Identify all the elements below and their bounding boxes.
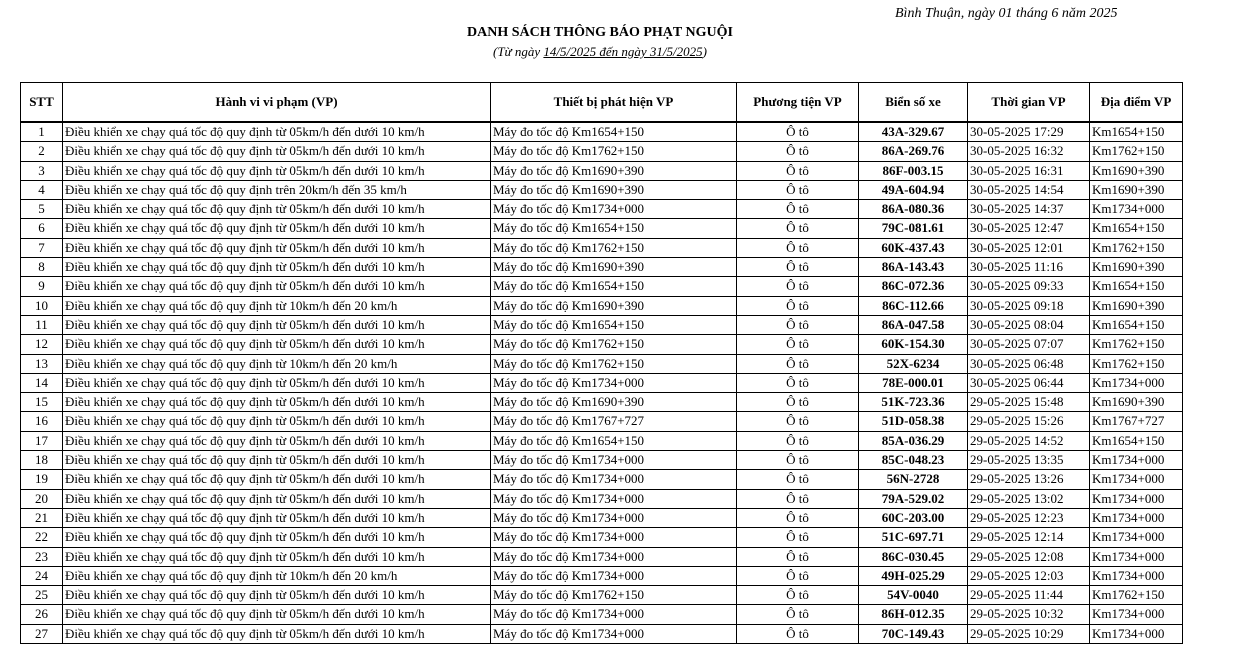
cell-location: Km1762+150 — [1090, 142, 1183, 161]
cell-stt: 21 — [21, 508, 63, 527]
cell-vehicle-type: Ô tô — [737, 258, 859, 277]
cell-location: Km1690+390 — [1090, 161, 1183, 180]
table-row — [21, 258, 1183, 277]
cell-violation: Điều khiển xe chạy quá tốc độ quy định từ 05km/h đến dưới 10 km/h — [63, 238, 491, 257]
cell-device: Máy đo tốc độ Km1734+000 — [491, 605, 737, 624]
table-row — [21, 605, 1183, 624]
column-header-time: Thời gian VP — [968, 83, 1090, 123]
cell-time: 30-05-2025 16:32 — [968, 142, 1090, 161]
cell-time: 29-05-2025 12:23 — [968, 508, 1090, 527]
cell-device: Máy đo tốc độ Km1734+000 — [491, 200, 737, 219]
cell-violation: Điều khiển xe chạy quá tốc độ quy định từ 05km/h đến dưới 10 km/h — [63, 393, 491, 412]
cell-stt: 20 — [21, 489, 63, 508]
cell-vehicle-type: Ô tô — [737, 489, 859, 508]
cell-time: 30-05-2025 16:31 — [968, 161, 1090, 180]
cell-violation: Điều khiển xe chạy quá tốc độ quy định từ 05km/h đến dưới 10 km/h — [63, 315, 491, 334]
table-row — [21, 470, 1183, 489]
cell-stt: 22 — [21, 528, 63, 547]
table-row — [21, 431, 1183, 450]
cell-time: 30-05-2025 09:18 — [968, 296, 1090, 315]
table-row — [21, 180, 1183, 199]
cell-plate: 86A-047.58 — [859, 315, 968, 334]
cell-device: Máy đo tốc độ Km1654+150 — [491, 315, 737, 334]
cell-device: Máy đo tốc độ Km1734+000 — [491, 451, 737, 470]
cell-vehicle-type: Ô tô — [737, 508, 859, 527]
cell-plate: 52X-6234 — [859, 354, 968, 373]
cell-device: Máy đo tốc độ Km1734+000 — [491, 489, 737, 508]
table-row — [21, 219, 1183, 238]
cell-plate: 86C-112.66 — [859, 296, 968, 315]
cell-violation: Điều khiển xe chạy quá tốc độ quy định từ 05km/h đến dưới 10 km/h — [63, 412, 491, 431]
cell-vehicle-type: Ô tô — [737, 315, 859, 334]
table-row — [21, 238, 1183, 257]
cell-time: 29-05-2025 13:35 — [968, 451, 1090, 470]
cell-location: Km1734+000 — [1090, 373, 1183, 392]
cell-stt: 27 — [21, 624, 63, 643]
cell-location: Km1654+150 — [1090, 219, 1183, 238]
table-header-row — [21, 83, 1183, 123]
cell-stt: 9 — [21, 277, 63, 296]
cell-device: Máy đo tốc độ Km1690+390 — [491, 258, 737, 277]
cell-stt: 3 — [21, 161, 63, 180]
cell-plate: 51K-723.36 — [859, 393, 968, 412]
cell-plate: 86F-003.15 — [859, 161, 968, 180]
cell-time: 30-05-2025 12:47 — [968, 219, 1090, 238]
cell-stt: 13 — [21, 354, 63, 373]
cell-stt: 14 — [21, 373, 63, 392]
cell-plate: 70C-149.43 — [859, 624, 968, 643]
cell-vehicle-type: Ô tô — [737, 296, 859, 315]
column-header-device: Thiết bị phát hiện VP — [491, 83, 737, 123]
column-header-vehicle-type: Phương tiện VP — [737, 83, 859, 123]
cell-stt: 18 — [21, 451, 63, 470]
cell-violation: Điều khiển xe chạy quá tốc độ quy định từ 05km/h đến dưới 10 km/h — [63, 142, 491, 161]
document-title: DANH SÁCH THÔNG BÁO PHẠT NGUỘI — [467, 25, 733, 40]
cell-plate: 86C-072.36 — [859, 277, 968, 296]
cell-stt: 24 — [21, 566, 63, 585]
cell-device: Máy đo tốc độ Km1690+390 — [491, 393, 737, 412]
cell-time: 30-05-2025 06:44 — [968, 373, 1090, 392]
cell-plate: 56N-2728 — [859, 470, 968, 489]
cell-time: 30-05-2025 14:54 — [968, 180, 1090, 199]
table-row — [21, 547, 1183, 566]
cell-device: Máy đo tốc độ Km1734+000 — [491, 373, 737, 392]
column-header-stt: STT — [21, 83, 63, 123]
cell-stt: 23 — [21, 547, 63, 566]
cell-vehicle-type: Ô tô — [737, 200, 859, 219]
cell-violation: Điều khiển xe chạy quá tốc độ quy định từ 05km/h đến dưới 10 km/h — [63, 586, 491, 605]
cell-violation: Điều khiển xe chạy quá tốc độ quy định từ 05km/h đến dưới 10 km/h — [63, 161, 491, 180]
cell-plate: 86H-012.35 — [859, 605, 968, 624]
cell-violation: Điều khiển xe chạy quá tốc độ quy định từ 10km/h đến 20 km/h — [63, 354, 491, 373]
cell-violation: Điều khiển xe chạy quá tốc độ quy định từ 05km/h đến dưới 10 km/h — [63, 258, 491, 277]
cell-vehicle-type: Ô tô — [737, 605, 859, 624]
cell-stt: 8 — [21, 258, 63, 277]
cell-vehicle-type: Ô tô — [737, 142, 859, 161]
cell-device: Máy đo tốc độ Km1762+150 — [491, 142, 737, 161]
cell-violation: Điều khiển xe chạy quá tốc độ quy định từ 05km/h đến dưới 10 km/h — [63, 489, 491, 508]
column-header-plate: Biển số xe — [859, 83, 968, 123]
cell-plate: 79A-529.02 — [859, 489, 968, 508]
cell-device: Máy đo tốc độ Km1690+390 — [491, 296, 737, 315]
cell-vehicle-type: Ô tô — [737, 547, 859, 566]
cell-plate: 85A-036.29 — [859, 431, 968, 450]
cell-location: Km1734+000 — [1090, 605, 1183, 624]
cell-time: 30-05-2025 17:29 — [968, 122, 1090, 142]
cell-stt: 1 — [21, 122, 63, 142]
cell-plate: 43A-329.67 — [859, 122, 968, 142]
cell-location: Km1734+000 — [1090, 547, 1183, 566]
cell-vehicle-type: Ô tô — [737, 412, 859, 431]
cell-stt: 12 — [21, 335, 63, 354]
cell-plate: 79C-081.61 — [859, 219, 968, 238]
cell-location: Km1734+000 — [1090, 566, 1183, 585]
cell-plate: 49A-604.94 — [859, 180, 968, 199]
cell-device: Máy đo tốc độ Km1734+000 — [491, 566, 737, 585]
cell-violation: Điều khiển xe chạy quá tốc độ quy định từ 05km/h đến dưới 10 km/h — [63, 508, 491, 527]
cell-time: 29-05-2025 10:29 — [968, 624, 1090, 643]
cell-location: Km1690+390 — [1090, 180, 1183, 199]
cell-plate: 86A-080.36 — [859, 200, 968, 219]
cell-vehicle-type: Ô tô — [737, 277, 859, 296]
cell-vehicle-type: Ô tô — [737, 354, 859, 373]
cell-stt: 10 — [21, 296, 63, 315]
cell-violation: Điều khiển xe chạy quá tốc độ quy định từ 05km/h đến dưới 10 km/h — [63, 605, 491, 624]
column-header-location: Địa điểm VP — [1090, 83, 1183, 123]
cell-stt: 2 — [21, 142, 63, 161]
cell-plate: 49H-025.29 — [859, 566, 968, 585]
cell-violation: Điều khiển xe chạy quá tốc độ quy định từ 05km/h đến dưới 10 km/h — [63, 451, 491, 470]
subtitle-prefix: (Từ ngày — [492, 44, 544, 59]
cell-device: Máy đo tốc độ Km1654+150 — [491, 277, 737, 296]
cell-location: Km1762+150 — [1090, 335, 1183, 354]
table-row — [21, 528, 1183, 547]
cell-location: Km1654+150 — [1090, 277, 1183, 296]
table-row — [21, 277, 1183, 296]
cell-stt: 6 — [21, 219, 63, 238]
cell-device: Máy đo tốc độ Km1734+000 — [491, 470, 737, 489]
cell-vehicle-type: Ô tô — [737, 566, 859, 585]
cell-stt: 19 — [21, 470, 63, 489]
cell-plate: 60C-203.00 — [859, 508, 968, 527]
cell-plate: 60K-437.43 — [859, 238, 968, 257]
table-row — [21, 508, 1183, 527]
cell-location: Km1690+390 — [1090, 296, 1183, 315]
cell-time: 29-05-2025 12:14 — [968, 528, 1090, 547]
cell-device: Máy đo tốc độ Km1734+000 — [491, 528, 737, 547]
cell-stt: 15 — [21, 393, 63, 412]
cell-vehicle-type: Ô tô — [737, 180, 859, 199]
cell-vehicle-type: Ô tô — [737, 122, 859, 142]
cell-violation: Điều khiển xe chạy quá tốc độ quy định từ 05km/h đến dưới 10 km/h — [63, 122, 491, 142]
cell-stt: 5 — [21, 200, 63, 219]
cell-location: Km1734+000 — [1090, 508, 1183, 527]
table-row — [21, 566, 1183, 585]
cell-time: 29-05-2025 15:26 — [968, 412, 1090, 431]
cell-location: Km1654+150 — [1090, 122, 1183, 142]
cell-vehicle-type: Ô tô — [737, 528, 859, 547]
violation-table — [20, 82, 1183, 644]
subtitle-suffix: ) — [702, 44, 707, 59]
cell-vehicle-type: Ô tô — [737, 373, 859, 392]
cell-violation: Điều khiển xe chạy quá tốc độ quy định từ 05km/h đến dưới 10 km/h — [63, 431, 491, 450]
cell-stt: 26 — [21, 605, 63, 624]
cell-plate: 86C-030.45 — [859, 547, 968, 566]
cell-violation: Điều khiển xe chạy quá tốc độ quy định từ 05km/h đến dưới 10 km/h — [63, 373, 491, 392]
cell-time: 29-05-2025 10:32 — [968, 605, 1090, 624]
cell-violation: Điều khiển xe chạy quá tốc độ quy định từ 05km/h đến dưới 10 km/h — [63, 219, 491, 238]
table-row — [21, 451, 1183, 470]
cell-device: Máy đo tốc độ Km1762+150 — [491, 335, 737, 354]
cell-time: 30-05-2025 07:07 — [968, 335, 1090, 354]
table-row — [21, 200, 1183, 219]
cell-vehicle-type: Ô tô — [737, 238, 859, 257]
cell-device: Máy đo tốc độ Km1734+000 — [491, 547, 737, 566]
table-row — [21, 624, 1183, 643]
table-row — [21, 122, 1183, 142]
cell-violation: Điều khiển xe chạy quá tốc độ quy định từ 05km/h đến dưới 10 km/h — [63, 335, 491, 354]
cell-stt: 16 — [21, 412, 63, 431]
cell-violation: Điều khiển xe chạy quá tốc độ quy định từ 10km/h đến 20 km/h — [63, 566, 491, 585]
cell-location: Km1734+000 — [1090, 624, 1183, 643]
cell-vehicle-type: Ô tô — [737, 624, 859, 643]
table-row — [21, 412, 1183, 431]
cell-violation: Điều khiển xe chạy quá tốc độ quy định từ 05km/h đến dưới 10 km/h — [63, 624, 491, 643]
cell-plate: 51C-697.71 — [859, 528, 968, 547]
cell-device: Máy đo tốc độ Km1762+150 — [491, 586, 737, 605]
cell-location: Km1654+150 — [1090, 431, 1183, 450]
cell-vehicle-type: Ô tô — [737, 219, 859, 238]
cell-location: Km1734+000 — [1090, 200, 1183, 219]
table-row — [21, 315, 1183, 334]
cell-vehicle-type: Ô tô — [737, 586, 859, 605]
cell-time: 30-05-2025 06:48 — [968, 354, 1090, 373]
table-row — [21, 354, 1183, 373]
cell-plate: 85C-048.23 — [859, 451, 968, 470]
column-header-violation: Hành vi vi phạm (VP) — [63, 83, 491, 123]
cell-device: Máy đo tốc độ Km1734+000 — [491, 508, 737, 527]
cell-location: Km1734+000 — [1090, 489, 1183, 508]
table-row — [21, 373, 1183, 392]
cell-plate: 86A-143.43 — [859, 258, 968, 277]
cell-location: Km1762+150 — [1090, 238, 1183, 257]
cell-time: 29-05-2025 13:02 — [968, 489, 1090, 508]
cell-time: 29-05-2025 11:44 — [968, 586, 1090, 605]
cell-location: Km1767+727 — [1090, 412, 1183, 431]
table-row — [21, 335, 1183, 354]
cell-vehicle-type: Ô tô — [737, 431, 859, 450]
cell-time: 29-05-2025 13:26 — [968, 470, 1090, 489]
cell-device: Máy đo tốc độ Km1654+150 — [491, 219, 737, 238]
cell-stt: 4 — [21, 180, 63, 199]
cell-time: 29-05-2025 14:52 — [968, 431, 1090, 450]
cell-device: Máy đo tốc độ Km1734+000 — [491, 624, 737, 643]
cell-location: Km1734+000 — [1090, 451, 1183, 470]
cell-device: Máy đo tốc độ Km1654+150 — [491, 122, 737, 142]
cell-plate: 86A-269.76 — [859, 142, 968, 161]
table-row — [21, 296, 1183, 315]
cell-device: Máy đo tốc độ Km1654+150 — [491, 431, 737, 450]
cell-vehicle-type: Ô tô — [737, 335, 859, 354]
cell-device: Máy đo tốc độ Km1762+150 — [491, 238, 737, 257]
cell-violation: Điều khiển xe chạy quá tốc độ quy định từ 05km/h đến dưới 10 km/h — [63, 547, 491, 566]
table-row — [21, 586, 1183, 605]
table-row — [21, 393, 1183, 412]
subtitle-date-range: 14/5/2025 đến ngày 31/5/2025 — [543, 44, 703, 59]
cell-location: Km1734+000 — [1090, 528, 1183, 547]
cell-location: Km1690+390 — [1090, 258, 1183, 277]
cell-time: 30-05-2025 12:01 — [968, 238, 1090, 257]
cell-vehicle-type: Ô tô — [737, 470, 859, 489]
cell-device: Máy đo tốc độ Km1767+727 — [491, 412, 737, 431]
cell-violation: Điều khiển xe chạy quá tốc độ quy định từ 05km/h đến dưới 10 km/h — [63, 200, 491, 219]
cell-stt: 17 — [21, 431, 63, 450]
cell-time: 29-05-2025 12:08 — [968, 547, 1090, 566]
cell-time: 29-05-2025 12:03 — [968, 566, 1090, 585]
table-row — [21, 489, 1183, 508]
cell-stt: 7 — [21, 238, 63, 257]
cell-violation: Điều khiển xe chạy quá tốc độ quy định từ 05km/h đến dưới 10 km/h — [63, 470, 491, 489]
cell-plate: 78E-000.01 — [859, 373, 968, 392]
table-body — [21, 122, 1183, 644]
cell-stt: 25 — [21, 586, 63, 605]
cell-time: 29-05-2025 15:48 — [968, 393, 1090, 412]
cell-vehicle-type: Ô tô — [737, 161, 859, 180]
cell-violation: Điều khiển xe chạy quá tốc độ quy định trên 20km/h đến 35 km/h — [63, 180, 491, 199]
table-row — [21, 142, 1183, 161]
cell-location: Km1762+150 — [1090, 586, 1183, 605]
cell-violation: Điều khiển xe chạy quá tốc độ quy định từ 05km/h đến dưới 10 km/h — [63, 277, 491, 296]
table-row — [21, 161, 1183, 180]
cell-plate: 51D-058.38 — [859, 412, 968, 431]
cell-location: Km1654+150 — [1090, 315, 1183, 334]
cell-violation: Điều khiển xe chạy quá tốc độ quy định từ 05km/h đến dưới 10 km/h — [63, 528, 491, 547]
cell-device: Máy đo tốc độ Km1762+150 — [491, 354, 737, 373]
cell-location: Km1690+390 — [1090, 393, 1183, 412]
cell-time: 30-05-2025 08:04 — [968, 315, 1090, 334]
cell-plate: 54V-0040 — [859, 586, 968, 605]
cell-device: Máy đo tốc độ Km1690+390 — [491, 161, 737, 180]
cell-stt: 11 — [21, 315, 63, 334]
cell-time: 30-05-2025 11:16 — [968, 258, 1090, 277]
document-subtitle — [0, 44, 1200, 60]
cell-location: Km1734+000 — [1090, 470, 1183, 489]
cell-vehicle-type: Ô tô — [737, 393, 859, 412]
document-date: Bình Thuận, ngày 01 tháng 6 năm 2025 — [895, 6, 1118, 21]
cell-plate: 60K-154.30 — [859, 335, 968, 354]
cell-time: 30-05-2025 14:37 — [968, 200, 1090, 219]
cell-device: Máy đo tốc độ Km1690+390 — [491, 180, 737, 199]
cell-vehicle-type: Ô tô — [737, 451, 859, 470]
cell-location: Km1762+150 — [1090, 354, 1183, 373]
cell-violation: Điều khiển xe chạy quá tốc độ quy định từ 10km/h đến 20 km/h — [63, 296, 491, 315]
cell-time: 30-05-2025 09:33 — [968, 277, 1090, 296]
